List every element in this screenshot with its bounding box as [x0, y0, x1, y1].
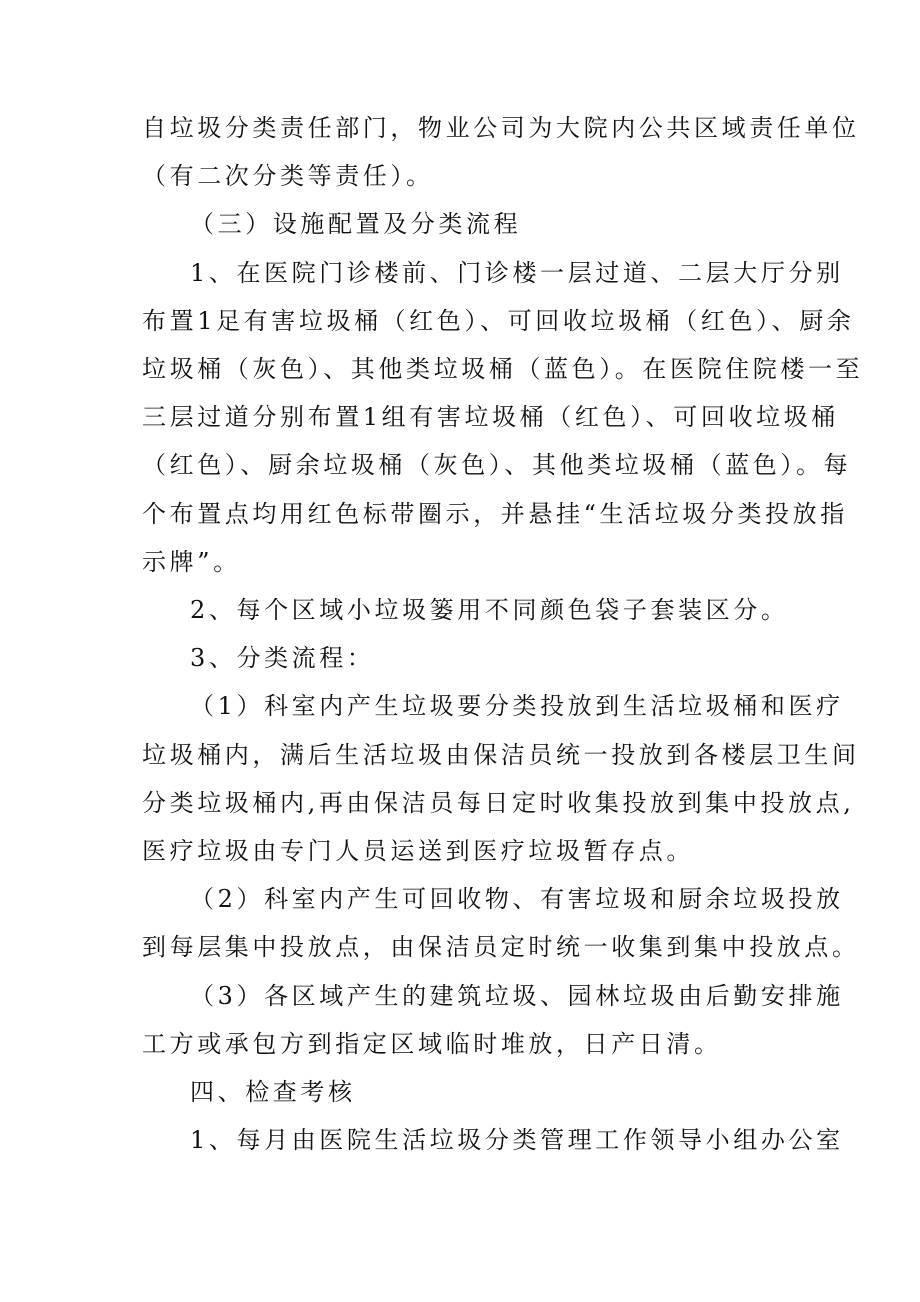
paragraph-responsibility-units [142, 104, 860, 200]
text-line: （红色）、厨余垃圾桶（灰色）、其他类垃圾桶（蓝色）。每 [142, 451, 852, 480]
section-heading-facility-configuration [142, 200, 782, 248]
text-line: （1）科室内产生垃圾要分类投放到生活垃圾桶和医疗 [190, 692, 844, 721]
paragraph-process-step-1 [142, 682, 860, 875]
paragraph-process-step-2 [142, 875, 860, 971]
text-line: 布置1足有害垃圾桶（红色）、可回收垃圾桶（红色）、厨余 [142, 306, 855, 335]
text-line: 工方或承包方到指定区域临时堆放，日产日清。 [142, 1029, 722, 1058]
text-line: （有二次分类等责任）。 [142, 162, 434, 191]
text-line: 垃圾桶（灰色）、其他类垃圾桶（蓝色）。在医院住院楼一至 [142, 355, 864, 384]
text-line: 自垃圾分类责任部门，物业公司为大院内公共区域责任单位 [142, 114, 860, 142]
paragraph-bin-placement [142, 249, 864, 586]
heading-text: 四、检查考核 [190, 1078, 356, 1107]
text-line: 1、每月由医院生活垃圾分类管理工作领导小组办公室 [190, 1126, 844, 1155]
text-line: 分类垃圾桶内,再由保洁员每日定时收集投放到集中投放点, [142, 788, 855, 817]
section-heading-inspection-assessment [142, 1068, 782, 1116]
document-body [142, 104, 864, 1164]
text-line: 到每层集中投放点，由保洁员定时统一收集到集中投放点。 [142, 933, 860, 962]
text-line: 个布置点均用红色标带圈示，并悬挂“生活垃圾分类投放指 [142, 499, 848, 528]
text-line: 三层过道分别布置1组有害垃圾桶（红色）、可回收垃圾桶 [142, 403, 839, 432]
paragraph-monthly-inspection [142, 1116, 844, 1164]
text-line: 3、分类流程： [190, 644, 375, 673]
heading-text: （三）设施配置及分类流程 [190, 210, 522, 239]
text-line: （2）科室内产生可回收物、有害垃圾和厨余垃圾投放 [190, 885, 844, 914]
text-line: 垃圾桶内，满后生活垃圾由保洁员统一投放到各楼层卫生间 [142, 740, 860, 769]
text-line: 1、在医院门诊楼前、门诊楼一层过道、二层大厅分别 [190, 258, 844, 287]
text-line: （3）各区域产生的建筑垃圾、园林垃圾由后勤安排施 [190, 981, 844, 1010]
paragraph-process-step-3 [142, 972, 844, 1068]
text-line: 医疗垃圾由专门人员运送到医疗垃圾暂存点。 [142, 837, 694, 866]
text-line: 2、每个区域小垃圾篓用不同颜色袋子套装区分。 [190, 596, 789, 625]
paragraph-small-bins [142, 586, 789, 634]
paragraph-classification-process [142, 634, 782, 682]
text-line: 示牌”。 [142, 547, 241, 576]
